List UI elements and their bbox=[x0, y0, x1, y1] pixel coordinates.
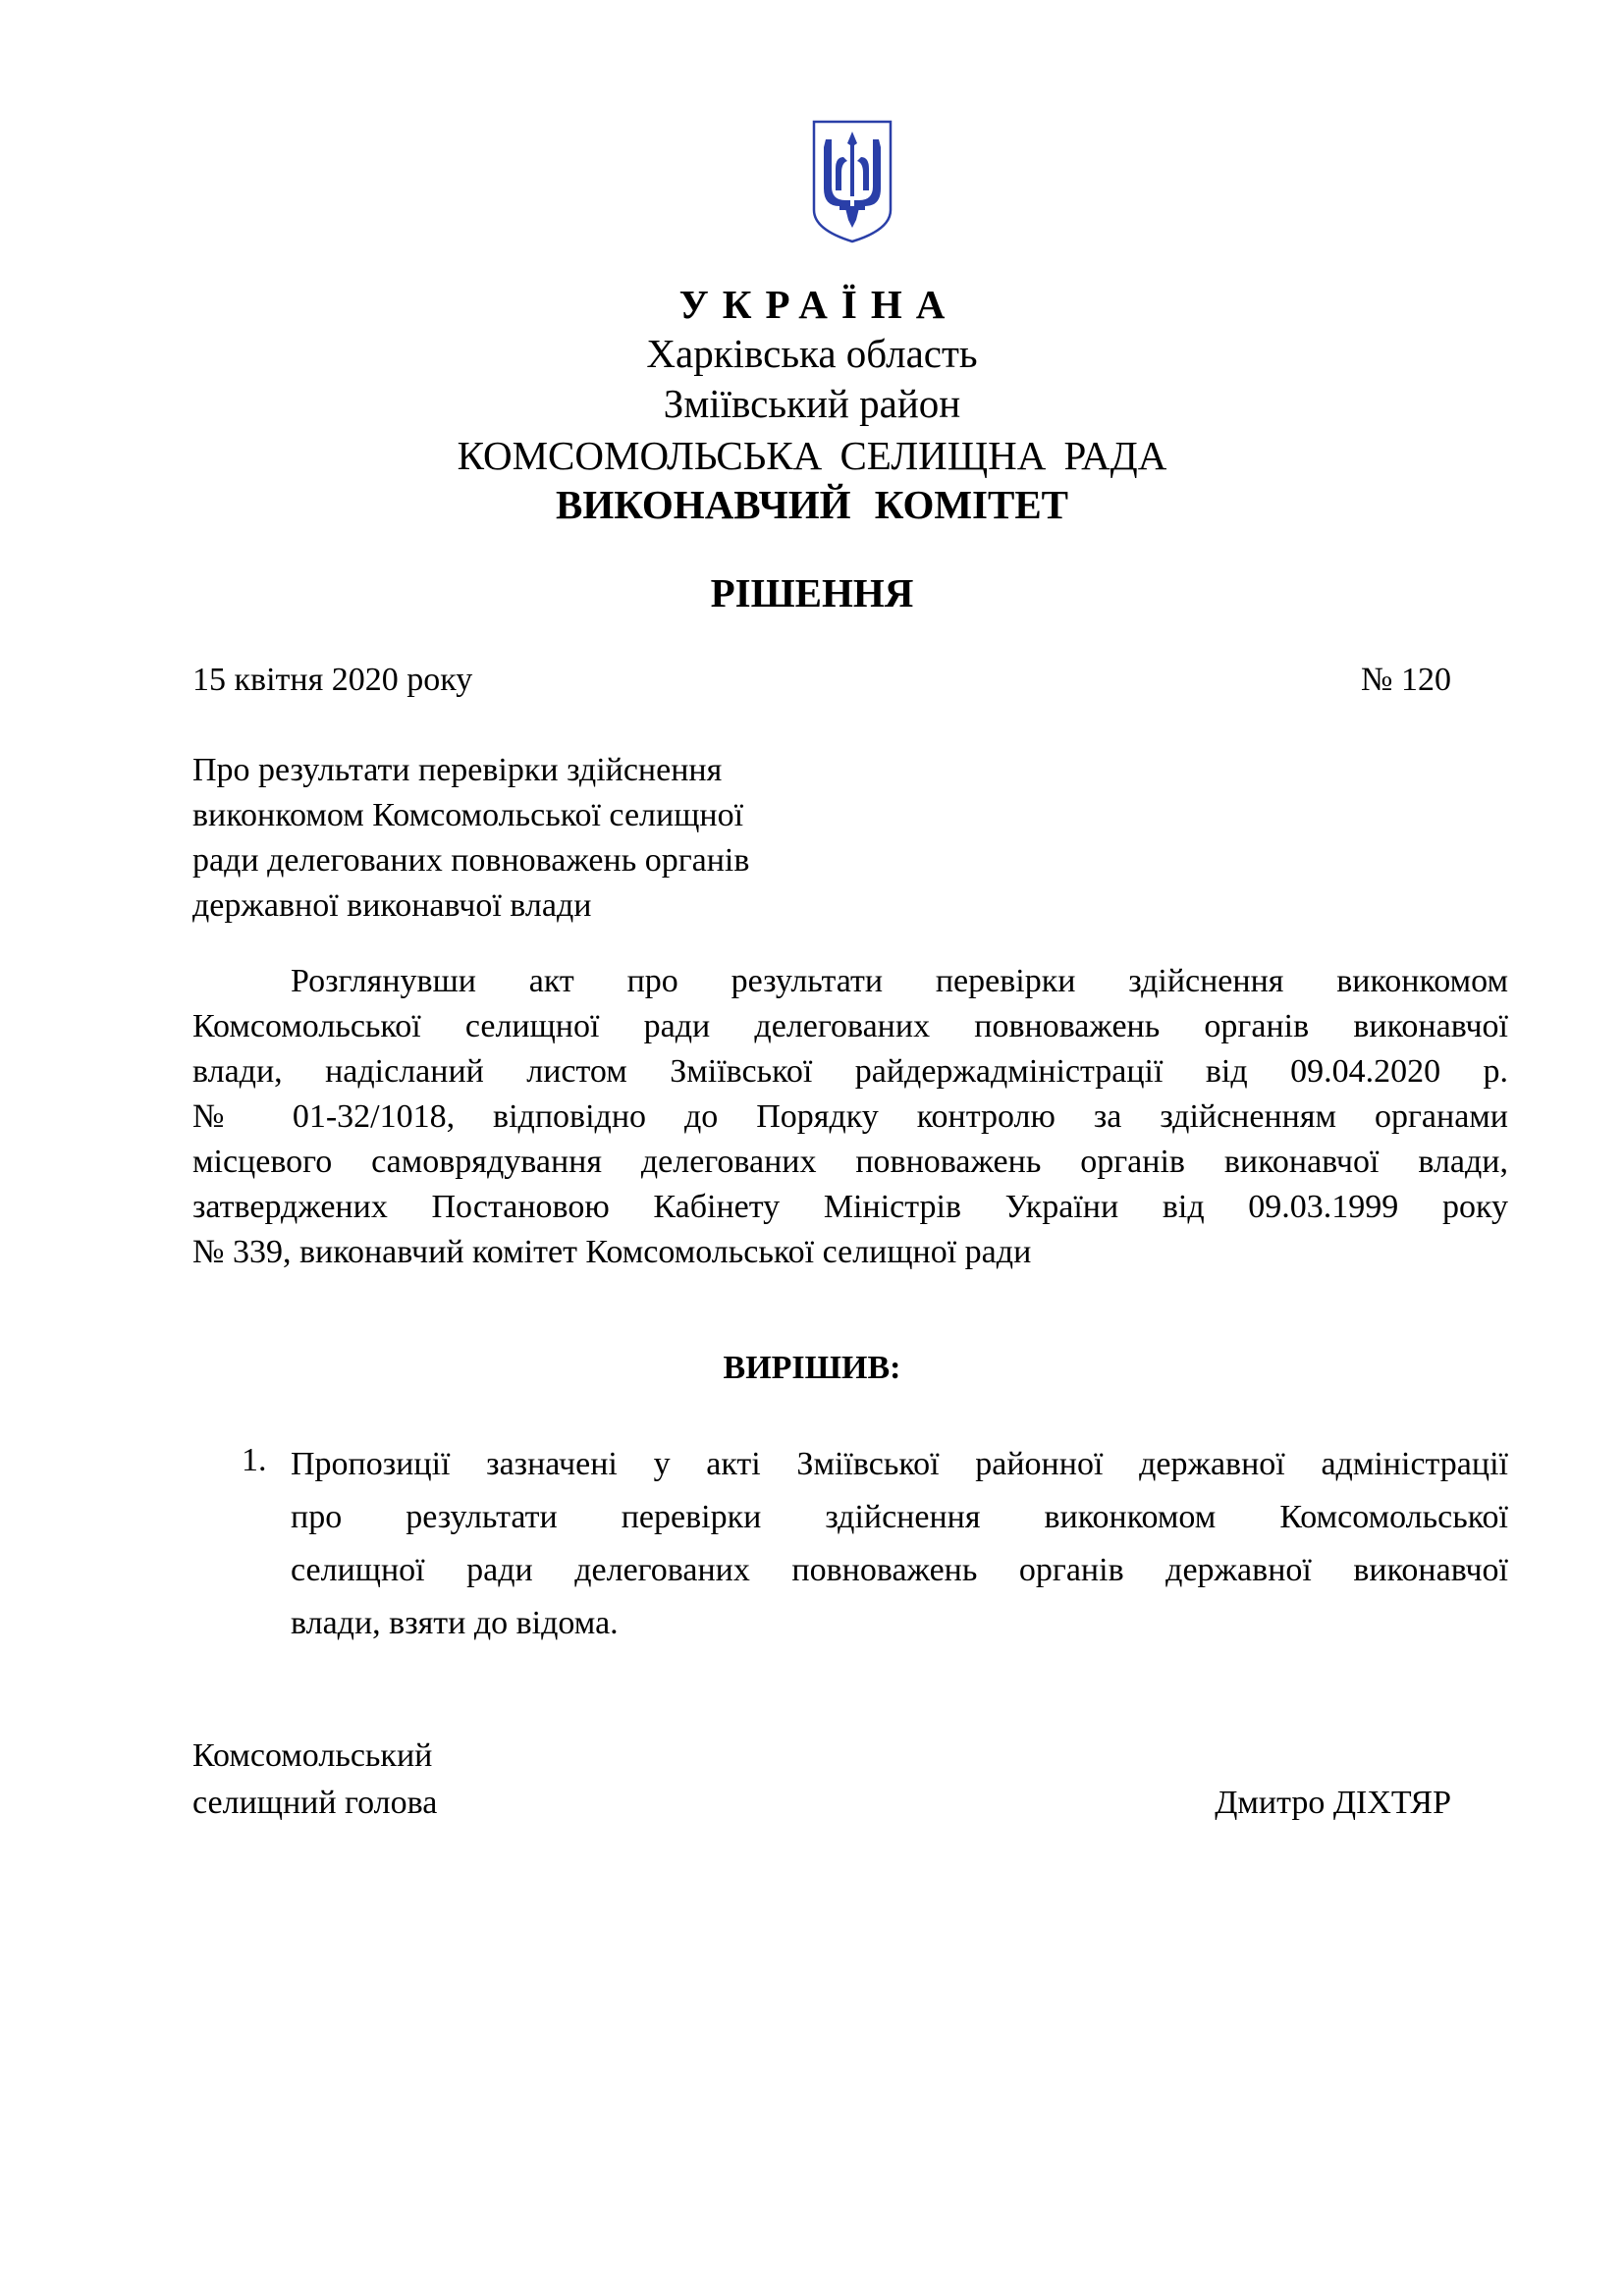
decided-heading: ВИРІШИВ: bbox=[723, 1350, 901, 1386]
region-name: Харківська область bbox=[646, 331, 978, 376]
decision-item-number: 1. bbox=[242, 1442, 267, 1478]
signatory-name: Дмитро ДІХТЯР bbox=[1215, 1785, 1451, 1821]
signatory-title bbox=[192, 1733, 437, 1827]
preamble-line: затверджених Постановою Кабінету Міністрів України від 09.03.1999 року bbox=[192, 1189, 1508, 1225]
decision-date: 15 квітня 2020 року bbox=[192, 662, 473, 698]
document-type-heading: РІШЕННЯ bbox=[710, 570, 914, 615]
signatory-title-line: селищний голова bbox=[192, 1785, 438, 1821]
subject-line: ради делегованих повноважень органів bbox=[192, 842, 750, 879]
preamble-line: влади, надісланий листом Зміївської райдержадміністрації від 09.04.2020 р. bbox=[192, 1053, 1508, 1090]
decision-subject bbox=[192, 748, 899, 929]
decision-item-line: Пропозиції зазначені у акті Зміївської районної державної адміністрації bbox=[291, 1446, 1508, 1482]
council-name: КОМСОМОЛЬСЬКА СЕЛИЩНА РАДА bbox=[457, 433, 1167, 478]
signatory-title-line: Комсомольський bbox=[192, 1737, 433, 1774]
committee-name: ВИКОНАВЧИЙ КОМІТЕТ bbox=[555, 482, 1069, 527]
preamble-line: № 01-32/1018, відповідно до Порядку контролю за здійсненням органами bbox=[192, 1098, 1508, 1135]
subject-line: Про результати перевірки здійснення bbox=[192, 752, 723, 788]
preamble-paragraph bbox=[192, 959, 1508, 1275]
preamble-line: місцевого самоврядування делегованих повноважень органів виконавчої влади, bbox=[192, 1144, 1508, 1180]
decision-item-text bbox=[291, 1438, 1508, 1650]
country-name: УКРАЇНА bbox=[678, 282, 959, 327]
decision-number: № 120 bbox=[1361, 662, 1451, 698]
decision-item-line: селищної ради делегованих повноважень органів державної виконавчої bbox=[291, 1552, 1508, 1588]
decision-item-line: влади, взяти до відома. bbox=[291, 1605, 619, 1641]
trident-coat-of-arms-icon bbox=[810, 118, 894, 245]
subject-line: виконкомом Комсомольської селищної bbox=[192, 797, 744, 833]
preamble-line: Комсомольської селищної ради делегованих повноважень органів виконавчої bbox=[192, 1008, 1508, 1044]
preamble-line: Розглянувши акт про результати перевірки здійснення виконкомом bbox=[291, 963, 1508, 999]
preamble-line: № 339, виконавчий комітет Комсомольської селищної ради bbox=[192, 1234, 1032, 1270]
subject-line: державної виконавчої влади bbox=[192, 887, 592, 924]
decision-item-line: про результати перевірки здійснення виконкомом Комсомольської bbox=[291, 1499, 1508, 1535]
district-name: Зміївський район bbox=[663, 381, 961, 426]
